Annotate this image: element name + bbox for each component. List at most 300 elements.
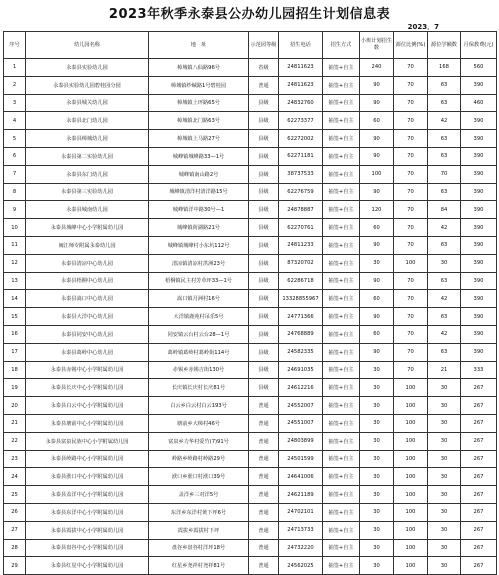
cell-plan: 30 bbox=[360, 432, 394, 450]
cell-level: 普通 bbox=[249, 557, 279, 575]
table-row bbox=[4, 165, 497, 183]
cell-plan: 60 bbox=[360, 112, 394, 130]
header-name: 幼儿园名称 bbox=[26, 32, 149, 59]
cell-quota: 63 bbox=[428, 94, 461, 112]
cell-fee: 267 bbox=[461, 450, 497, 468]
cell-name: 永泰县北门幼儿园 bbox=[26, 112, 149, 130]
cell-phone: 62272002 bbox=[279, 130, 323, 148]
cell-phone: 24771366 bbox=[279, 308, 323, 326]
cell-plan: 100 bbox=[360, 165, 394, 183]
cell-level: 普通 bbox=[249, 521, 279, 539]
cell-phone: 62273377 bbox=[279, 112, 323, 130]
cell-source-ratio: 70 bbox=[394, 308, 428, 326]
cell-fee: 390 bbox=[461, 112, 497, 130]
cell-plan: 30 bbox=[360, 254, 394, 272]
cell-quota: 30 bbox=[428, 468, 461, 486]
table-row bbox=[4, 219, 497, 237]
cell-method: 抽签+自主 bbox=[323, 468, 360, 486]
cell-plan: 120 bbox=[360, 201, 394, 219]
cell-address: 红星乡尧祥村尧祥81号 bbox=[149, 557, 249, 575]
cell-level: 县级 bbox=[249, 201, 279, 219]
cell-name: 永泰县城峰中心小学附属幼儿园 bbox=[26, 219, 149, 237]
cell-method: 抽签+自主 bbox=[323, 308, 360, 326]
cell-level: 县级 bbox=[249, 254, 279, 272]
cell-method: 抽签+自主 bbox=[323, 450, 360, 468]
cell-phone: 24641006 bbox=[279, 468, 323, 486]
cell-seq: 23 bbox=[4, 450, 26, 468]
cell-level: 县级 bbox=[249, 361, 279, 379]
table-row bbox=[4, 254, 497, 272]
cell-fee: 390 bbox=[461, 236, 497, 254]
cell-method: 抽签+自主 bbox=[323, 147, 360, 165]
cell-level: 普通 bbox=[249, 432, 279, 450]
cell-quota: 63 bbox=[428, 343, 461, 361]
cell-name: 永泰县盖洋中心小学附属幼儿园 bbox=[26, 486, 149, 504]
table-row bbox=[4, 290, 497, 308]
cell-quota: 42 bbox=[428, 290, 461, 308]
cell-phone: 24702101 bbox=[279, 503, 323, 521]
table-row bbox=[4, 76, 497, 94]
cell-plan: 30 bbox=[360, 557, 394, 575]
cell-name: 永泰县岭路中心小学附属幼儿园 bbox=[26, 450, 149, 468]
cell-quota: 30 bbox=[428, 539, 461, 557]
cell-plan: 30 bbox=[360, 503, 394, 521]
cell-name: 永泰县实验幼儿园 bbox=[26, 59, 149, 77]
cell-address: 樟城镇八仙路96号 bbox=[149, 59, 249, 77]
cell-quota: 30 bbox=[428, 503, 461, 521]
cell-source-ratio: 70 bbox=[394, 290, 428, 308]
cell-fee: 460 bbox=[461, 94, 497, 112]
cell-address: 长庆镇长庆村长庆81号 bbox=[149, 379, 249, 397]
cell-source-ratio: 70 bbox=[394, 201, 428, 219]
cell-address: 嵩口镇月洲村16号 bbox=[149, 290, 249, 308]
cell-fee: 390 bbox=[461, 219, 497, 237]
cell-address: 岭路乡岭路村岭路29号 bbox=[149, 450, 249, 468]
cell-name: 永泰县樟城幼儿园 bbox=[26, 130, 149, 148]
cell-method: 抽签+自主 bbox=[323, 539, 360, 557]
cell-fee: 390 bbox=[461, 76, 497, 94]
cell-name: 永泰县嵩口中心幼儿园 bbox=[26, 290, 149, 308]
cell-phone: 24713733 bbox=[279, 521, 323, 539]
cell-level: 县级 bbox=[249, 147, 279, 165]
cell-address: 洑口乡洑口村洑口39号 bbox=[149, 468, 249, 486]
cell-name: 永泰县赤锡中心小学附属幼儿园 bbox=[26, 361, 149, 379]
cell-address: 樟城镇上坪路65号 bbox=[149, 94, 249, 112]
cell-name: 永泰县梧桐中心幼儿园 bbox=[26, 272, 149, 290]
cell-seq: 25 bbox=[4, 486, 26, 504]
cell-seq: 15 bbox=[4, 308, 26, 326]
cell-quota: 63 bbox=[428, 272, 461, 290]
cell-method: 抽签+自主 bbox=[323, 414, 360, 432]
enrollment-table bbox=[3, 31, 497, 575]
cell-quota: 63 bbox=[428, 183, 461, 201]
cell-seq: 26 bbox=[4, 503, 26, 521]
cell-seq: 24 bbox=[4, 468, 26, 486]
cell-address: 樟城镇北门路63号 bbox=[149, 112, 249, 130]
cell-quota: 30 bbox=[428, 521, 461, 539]
cell-plan: 90 bbox=[360, 272, 394, 290]
cell-fee: 333 bbox=[461, 361, 497, 379]
cell-phone: 24691035 bbox=[279, 361, 323, 379]
cell-address: 塘前乡大樟村46号 bbox=[149, 414, 249, 432]
cell-method: 抽签+自主 bbox=[323, 59, 360, 77]
cell-method: 抽签+自主 bbox=[323, 432, 360, 450]
cell-fee: 267 bbox=[461, 539, 497, 557]
table-row bbox=[4, 432, 497, 450]
cell-name: 永泰县白云中心小学附属幼儿园 bbox=[26, 397, 149, 415]
cell-level: 普通 bbox=[249, 503, 279, 521]
cell-quota: 63 bbox=[428, 76, 461, 94]
cell-name: 永泰县城南幼儿园 bbox=[26, 201, 149, 219]
table-row bbox=[4, 539, 497, 557]
cell-seq: 28 bbox=[4, 539, 26, 557]
cell-address: 盘谷乡盘谷村洋坪18号 bbox=[149, 539, 249, 557]
cell-source-ratio: 100 bbox=[394, 539, 428, 557]
cell-seq: 6 bbox=[4, 147, 26, 165]
cell-method: 抽签+自主 bbox=[323, 76, 360, 94]
table-row bbox=[4, 503, 497, 521]
cell-level: 普通 bbox=[249, 414, 279, 432]
cell-method: 抽签+自主 bbox=[323, 325, 360, 343]
cell-seq: 9 bbox=[4, 201, 26, 219]
cell-source-ratio: 70 bbox=[394, 147, 428, 165]
date-label: 2023．7 bbox=[407, 23, 439, 31]
cell-address: 葛岭镇葛岭村葛岭街114号 bbox=[149, 343, 249, 361]
cell-level: 县级 bbox=[249, 219, 279, 237]
cell-plan: 90 bbox=[360, 147, 394, 165]
cell-quota: 63 bbox=[428, 308, 461, 326]
cell-fee: 267 bbox=[461, 521, 497, 539]
cell-source-ratio: 100 bbox=[394, 397, 428, 415]
cell-quota: 42 bbox=[428, 325, 461, 343]
cell-plan: 30 bbox=[360, 539, 394, 557]
cell-fee: 390 bbox=[461, 272, 497, 290]
cell-quota: 30 bbox=[428, 254, 461, 272]
cell-plan: 60 bbox=[360, 219, 394, 237]
cell-fee: 390 bbox=[461, 201, 497, 219]
cell-method: 抽签+自主 bbox=[323, 183, 360, 201]
cell-quota: 42 bbox=[428, 112, 461, 130]
cell-name: 永泰县洑口中心小学附属幼儿园 bbox=[26, 468, 149, 486]
table-body bbox=[4, 59, 497, 575]
cell-phone: 24552007 bbox=[279, 397, 323, 415]
table-row bbox=[4, 183, 497, 201]
cell-phone: 62286718 bbox=[279, 272, 323, 290]
table-row bbox=[4, 59, 497, 77]
cell-phone: 38737533 bbox=[279, 165, 323, 183]
cell-name: 永泰县清凉中心幼儿园 bbox=[26, 254, 149, 272]
cell-method: 抽签+自主 bbox=[323, 503, 360, 521]
cell-method: 抽签+自主 bbox=[323, 165, 360, 183]
cell-address: 城峰镇洋中路30号—1 bbox=[149, 201, 249, 219]
cell-plan: 60 bbox=[360, 325, 394, 343]
cell-quota: 30 bbox=[428, 379, 461, 397]
cell-plan: 30 bbox=[360, 468, 394, 486]
cell-method: 抽签+自主 bbox=[323, 361, 360, 379]
cell-name: 永泰县第三实验幼儿园 bbox=[26, 183, 149, 201]
cell-seq: 5 bbox=[4, 130, 26, 148]
cell-method: 抽签+自主 bbox=[323, 254, 360, 272]
cell-address: 城峰镇南山路2号 bbox=[149, 165, 249, 183]
cell-plan: 90 bbox=[360, 308, 394, 326]
cell-plan: 30 bbox=[360, 450, 394, 468]
cell-name: 永泰县塘前中心小学附属幼儿园 bbox=[26, 414, 149, 432]
cell-fee: 390 bbox=[461, 165, 497, 183]
cell-fee: 267 bbox=[461, 468, 497, 486]
cell-phone: 24501599 bbox=[279, 450, 323, 468]
cell-seq: 13 bbox=[4, 272, 26, 290]
cell-level: 县级 bbox=[249, 183, 279, 201]
cell-fee: 390 bbox=[461, 290, 497, 308]
cell-quota: 84 bbox=[428, 201, 461, 219]
cell-name: 永泰县盘谷中心小学附属幼儿园 bbox=[26, 539, 149, 557]
cell-seq: 14 bbox=[4, 290, 26, 308]
cell-source-ratio: 70 bbox=[394, 219, 428, 237]
cell-phone: 24732220 bbox=[279, 539, 323, 557]
table-row bbox=[4, 486, 497, 504]
cell-quota: 63 bbox=[428, 130, 461, 148]
cell-phone: 87320702 bbox=[279, 254, 323, 272]
cell-name: 永泰县霞拔中心小学附属幼儿园 bbox=[26, 521, 149, 539]
cell-source-ratio: 70 bbox=[394, 112, 428, 130]
cell-phone: 24768889 bbox=[279, 325, 323, 343]
cell-level: 普通 bbox=[249, 539, 279, 557]
cell-phone: 62276759 bbox=[279, 183, 323, 201]
cell-level: 普通 bbox=[249, 486, 279, 504]
header-fee: 月保教费(元) bbox=[461, 32, 497, 59]
header-level: 示范园等级 bbox=[249, 32, 279, 59]
table-row bbox=[4, 236, 497, 254]
header-method: 招生方式 bbox=[323, 32, 360, 59]
cell-quota: 21 bbox=[428, 361, 461, 379]
cell-address: 城峰镇清洋村清洋路15号 bbox=[149, 183, 249, 201]
cell-address: 樟城镇上马路27号 bbox=[149, 130, 249, 148]
cell-level: 县级 bbox=[249, 308, 279, 326]
cell-fee: 560 bbox=[461, 59, 497, 77]
table-row bbox=[4, 112, 497, 130]
table-row bbox=[4, 94, 497, 112]
cell-phone: 24832760 bbox=[279, 94, 323, 112]
cell-fee: 267 bbox=[461, 379, 497, 397]
cell-plan: 60 bbox=[360, 290, 394, 308]
cell-source-ratio: 70 bbox=[394, 343, 428, 361]
cell-level: 普通 bbox=[249, 468, 279, 486]
cell-seq: 7 bbox=[4, 165, 26, 183]
cell-source-ratio: 100 bbox=[394, 486, 428, 504]
cell-method: 抽签+自主 bbox=[323, 94, 360, 112]
cell-phone: 24562025 bbox=[279, 557, 323, 575]
cell-seq: 20 bbox=[4, 397, 26, 415]
cell-level: 普通 bbox=[249, 397, 279, 415]
cell-seq: 1 bbox=[4, 59, 26, 77]
cell-seq: 27 bbox=[4, 521, 26, 539]
cell-seq: 16 bbox=[4, 325, 26, 343]
cell-level: 县级 bbox=[249, 343, 279, 361]
cell-name: 永泰县东洋中心小学附属幼儿园 bbox=[26, 503, 149, 521]
cell-source-ratio: 100 bbox=[394, 414, 428, 432]
cell-seq: 29 bbox=[4, 557, 26, 575]
cell-seq: 12 bbox=[4, 254, 26, 272]
cell-name: 永泰县长庆中心小学附属幼儿园 bbox=[26, 379, 149, 397]
cell-source-ratio: 70 bbox=[394, 272, 428, 290]
cell-fee: 390 bbox=[461, 308, 497, 326]
cell-quota: 168 bbox=[428, 59, 461, 77]
cell-address: 城峰镇城峰村小东坑112号 bbox=[149, 236, 249, 254]
cell-quota: 42 bbox=[428, 219, 461, 237]
cell-level: 县级 bbox=[249, 379, 279, 397]
cell-method: 抽签+自主 bbox=[323, 343, 360, 361]
cell-source-ratio: 70 bbox=[394, 236, 428, 254]
cell-fee: 267 bbox=[461, 486, 497, 504]
cell-phone: 62270761 bbox=[279, 219, 323, 237]
cell-fee: 390 bbox=[461, 343, 497, 361]
cell-quota: 63 bbox=[428, 236, 461, 254]
cell-address: 盖洋乡三对洋5号 bbox=[149, 486, 249, 504]
cell-phone: 24803899 bbox=[279, 432, 323, 450]
cell-quota: 70 bbox=[428, 165, 461, 183]
table-row bbox=[4, 361, 497, 379]
cell-source-ratio: 70 bbox=[394, 325, 428, 343]
header-quota: 源位学额数 bbox=[428, 32, 461, 59]
cell-fee: 267 bbox=[461, 432, 497, 450]
cell-name: 永泰县城关幼儿园 bbox=[26, 94, 149, 112]
cell-fee: 390 bbox=[461, 130, 497, 148]
cell-method: 抽签+自主 bbox=[323, 272, 360, 290]
header-seq: 序号 bbox=[4, 32, 26, 59]
cell-plan: 90 bbox=[360, 94, 394, 112]
cell-name: 永泰县大洋中心幼儿园 bbox=[26, 308, 149, 326]
cell-address: 大洋镇鹿苑村吊乐5号 bbox=[149, 308, 249, 326]
cell-seq: 3 bbox=[4, 94, 26, 112]
header-address: 地 址 bbox=[149, 32, 249, 59]
cell-quota: 30 bbox=[428, 432, 461, 450]
cell-method: 抽签+自主 bbox=[323, 112, 360, 130]
cell-method: 抽签+自主 bbox=[323, 397, 360, 415]
cell-plan: 240 bbox=[360, 59, 394, 77]
cell-address: 同安镇云台村云台28—1号 bbox=[149, 325, 249, 343]
cell-source-ratio: 100 bbox=[394, 254, 428, 272]
cell-source-ratio: 100 bbox=[394, 468, 428, 486]
cell-method: 抽签+自主 bbox=[323, 130, 360, 148]
cell-plan: 30 bbox=[360, 414, 394, 432]
cell-source-ratio: 70 bbox=[394, 59, 428, 77]
table-row bbox=[4, 147, 497, 165]
table-row bbox=[4, 343, 497, 361]
table-row bbox=[4, 130, 497, 148]
cell-seq: 22 bbox=[4, 432, 26, 450]
cell-address: 富泉乡力华村爱竹(7)91号 bbox=[149, 432, 249, 450]
cell-fee: 390 bbox=[461, 183, 497, 201]
cell-address: 樟城镇纱缄路1号碧桂园 bbox=[149, 76, 249, 94]
cell-method: 抽签+自主 bbox=[323, 557, 360, 575]
cell-address: 城峰镇荷湖路21号 bbox=[149, 219, 249, 237]
cell-phone: 24811623 bbox=[279, 59, 323, 77]
table-row bbox=[4, 397, 497, 415]
cell-name: 永泰县红星中心小学附属幼儿园 bbox=[26, 557, 149, 575]
cell-fee: 267 bbox=[461, 557, 497, 575]
table-row bbox=[4, 272, 497, 290]
cell-plan: 90 bbox=[360, 343, 394, 361]
cell-phone: 24811623 bbox=[279, 76, 323, 94]
cell-phone: 24612216 bbox=[279, 379, 323, 397]
table-row bbox=[4, 201, 497, 219]
cell-source-ratio: 70 bbox=[394, 94, 428, 112]
cell-name: 闽江师专附属永泰幼儿园 bbox=[26, 236, 149, 254]
cell-level: 县级 bbox=[249, 236, 279, 254]
cell-method: 抽签+自主 bbox=[323, 379, 360, 397]
cell-quota: 30 bbox=[428, 414, 461, 432]
cell-fee: 267 bbox=[461, 503, 497, 521]
table-row bbox=[4, 557, 497, 575]
cell-seq: 18 bbox=[4, 361, 26, 379]
cell-plan: 90 bbox=[360, 130, 394, 148]
cell-phone: 24878887 bbox=[279, 201, 323, 219]
cell-level: 县级 bbox=[249, 325, 279, 343]
cell-level: 普通 bbox=[249, 450, 279, 468]
cell-level: 省级 bbox=[249, 59, 279, 77]
table-row bbox=[4, 414, 497, 432]
cell-address: 东洋乡东洋村黄下坪6号 bbox=[149, 503, 249, 521]
cell-phone: 24621189 bbox=[279, 486, 323, 504]
page-title: 2023年秋季永泰县公办幼儿园招生计划信息表 bbox=[108, 7, 391, 22]
cell-name: 永泰县第二实验幼儿园 bbox=[26, 147, 149, 165]
cell-fee: 267 bbox=[461, 397, 497, 415]
table-row bbox=[4, 450, 497, 468]
cell-level: 县级 bbox=[249, 290, 279, 308]
cell-source-ratio: 70 bbox=[394, 183, 428, 201]
cell-method: 抽签+自主 bbox=[323, 236, 360, 254]
table-header-row bbox=[4, 32, 497, 59]
cell-name: 永泰县实验幼儿园碧桂园分园 bbox=[26, 76, 149, 94]
cell-seq: 2 bbox=[4, 76, 26, 94]
cell-method: 抽签+自主 bbox=[323, 201, 360, 219]
cell-plan: 90 bbox=[360, 183, 394, 201]
cell-seq: 17 bbox=[4, 343, 26, 361]
cell-level: 县级 bbox=[249, 130, 279, 148]
cell-phone: 13328855967 bbox=[279, 290, 323, 308]
cell-source-ratio: 70 bbox=[394, 361, 428, 379]
cell-quota: 30 bbox=[428, 397, 461, 415]
cell-name: 永泰县同安中心幼儿园 bbox=[26, 325, 149, 343]
cell-level: 县级 bbox=[249, 272, 279, 290]
cell-plan: 30 bbox=[360, 521, 394, 539]
cell-seq: 8 bbox=[4, 183, 26, 201]
cell-source-ratio: 100 bbox=[394, 450, 428, 468]
cell-quota: 63 bbox=[428, 147, 461, 165]
cell-method: 抽签+自主 bbox=[323, 521, 360, 539]
cell-method: 抽签+自主 bbox=[323, 290, 360, 308]
cell-name: 永泰县东门幼儿园 bbox=[26, 165, 149, 183]
cell-plan: 30 bbox=[360, 361, 394, 379]
cell-phone: 24551007 bbox=[279, 414, 323, 432]
cell-address: 城峰镇城峰路33—1号 bbox=[149, 147, 249, 165]
cell-plan: 90 bbox=[360, 236, 394, 254]
cell-source-ratio: 100 bbox=[394, 503, 428, 521]
cell-seq: 19 bbox=[4, 379, 26, 397]
header-source-ratio: 源位比例(%) bbox=[394, 32, 428, 59]
cell-seq: 10 bbox=[4, 219, 26, 237]
cell-fee: 390 bbox=[461, 325, 497, 343]
table-row bbox=[4, 308, 497, 326]
cell-address: 赤锡乡赤锡吉街130号 bbox=[149, 361, 249, 379]
cell-source-ratio: 70 bbox=[394, 130, 428, 148]
table-row bbox=[4, 379, 497, 397]
cell-phone: 24811233 bbox=[279, 236, 323, 254]
header-phone: 招生电话 bbox=[279, 32, 323, 59]
cell-plan: 30 bbox=[360, 397, 394, 415]
cell-quota: 30 bbox=[428, 557, 461, 575]
cell-fee: 267 bbox=[461, 414, 497, 432]
